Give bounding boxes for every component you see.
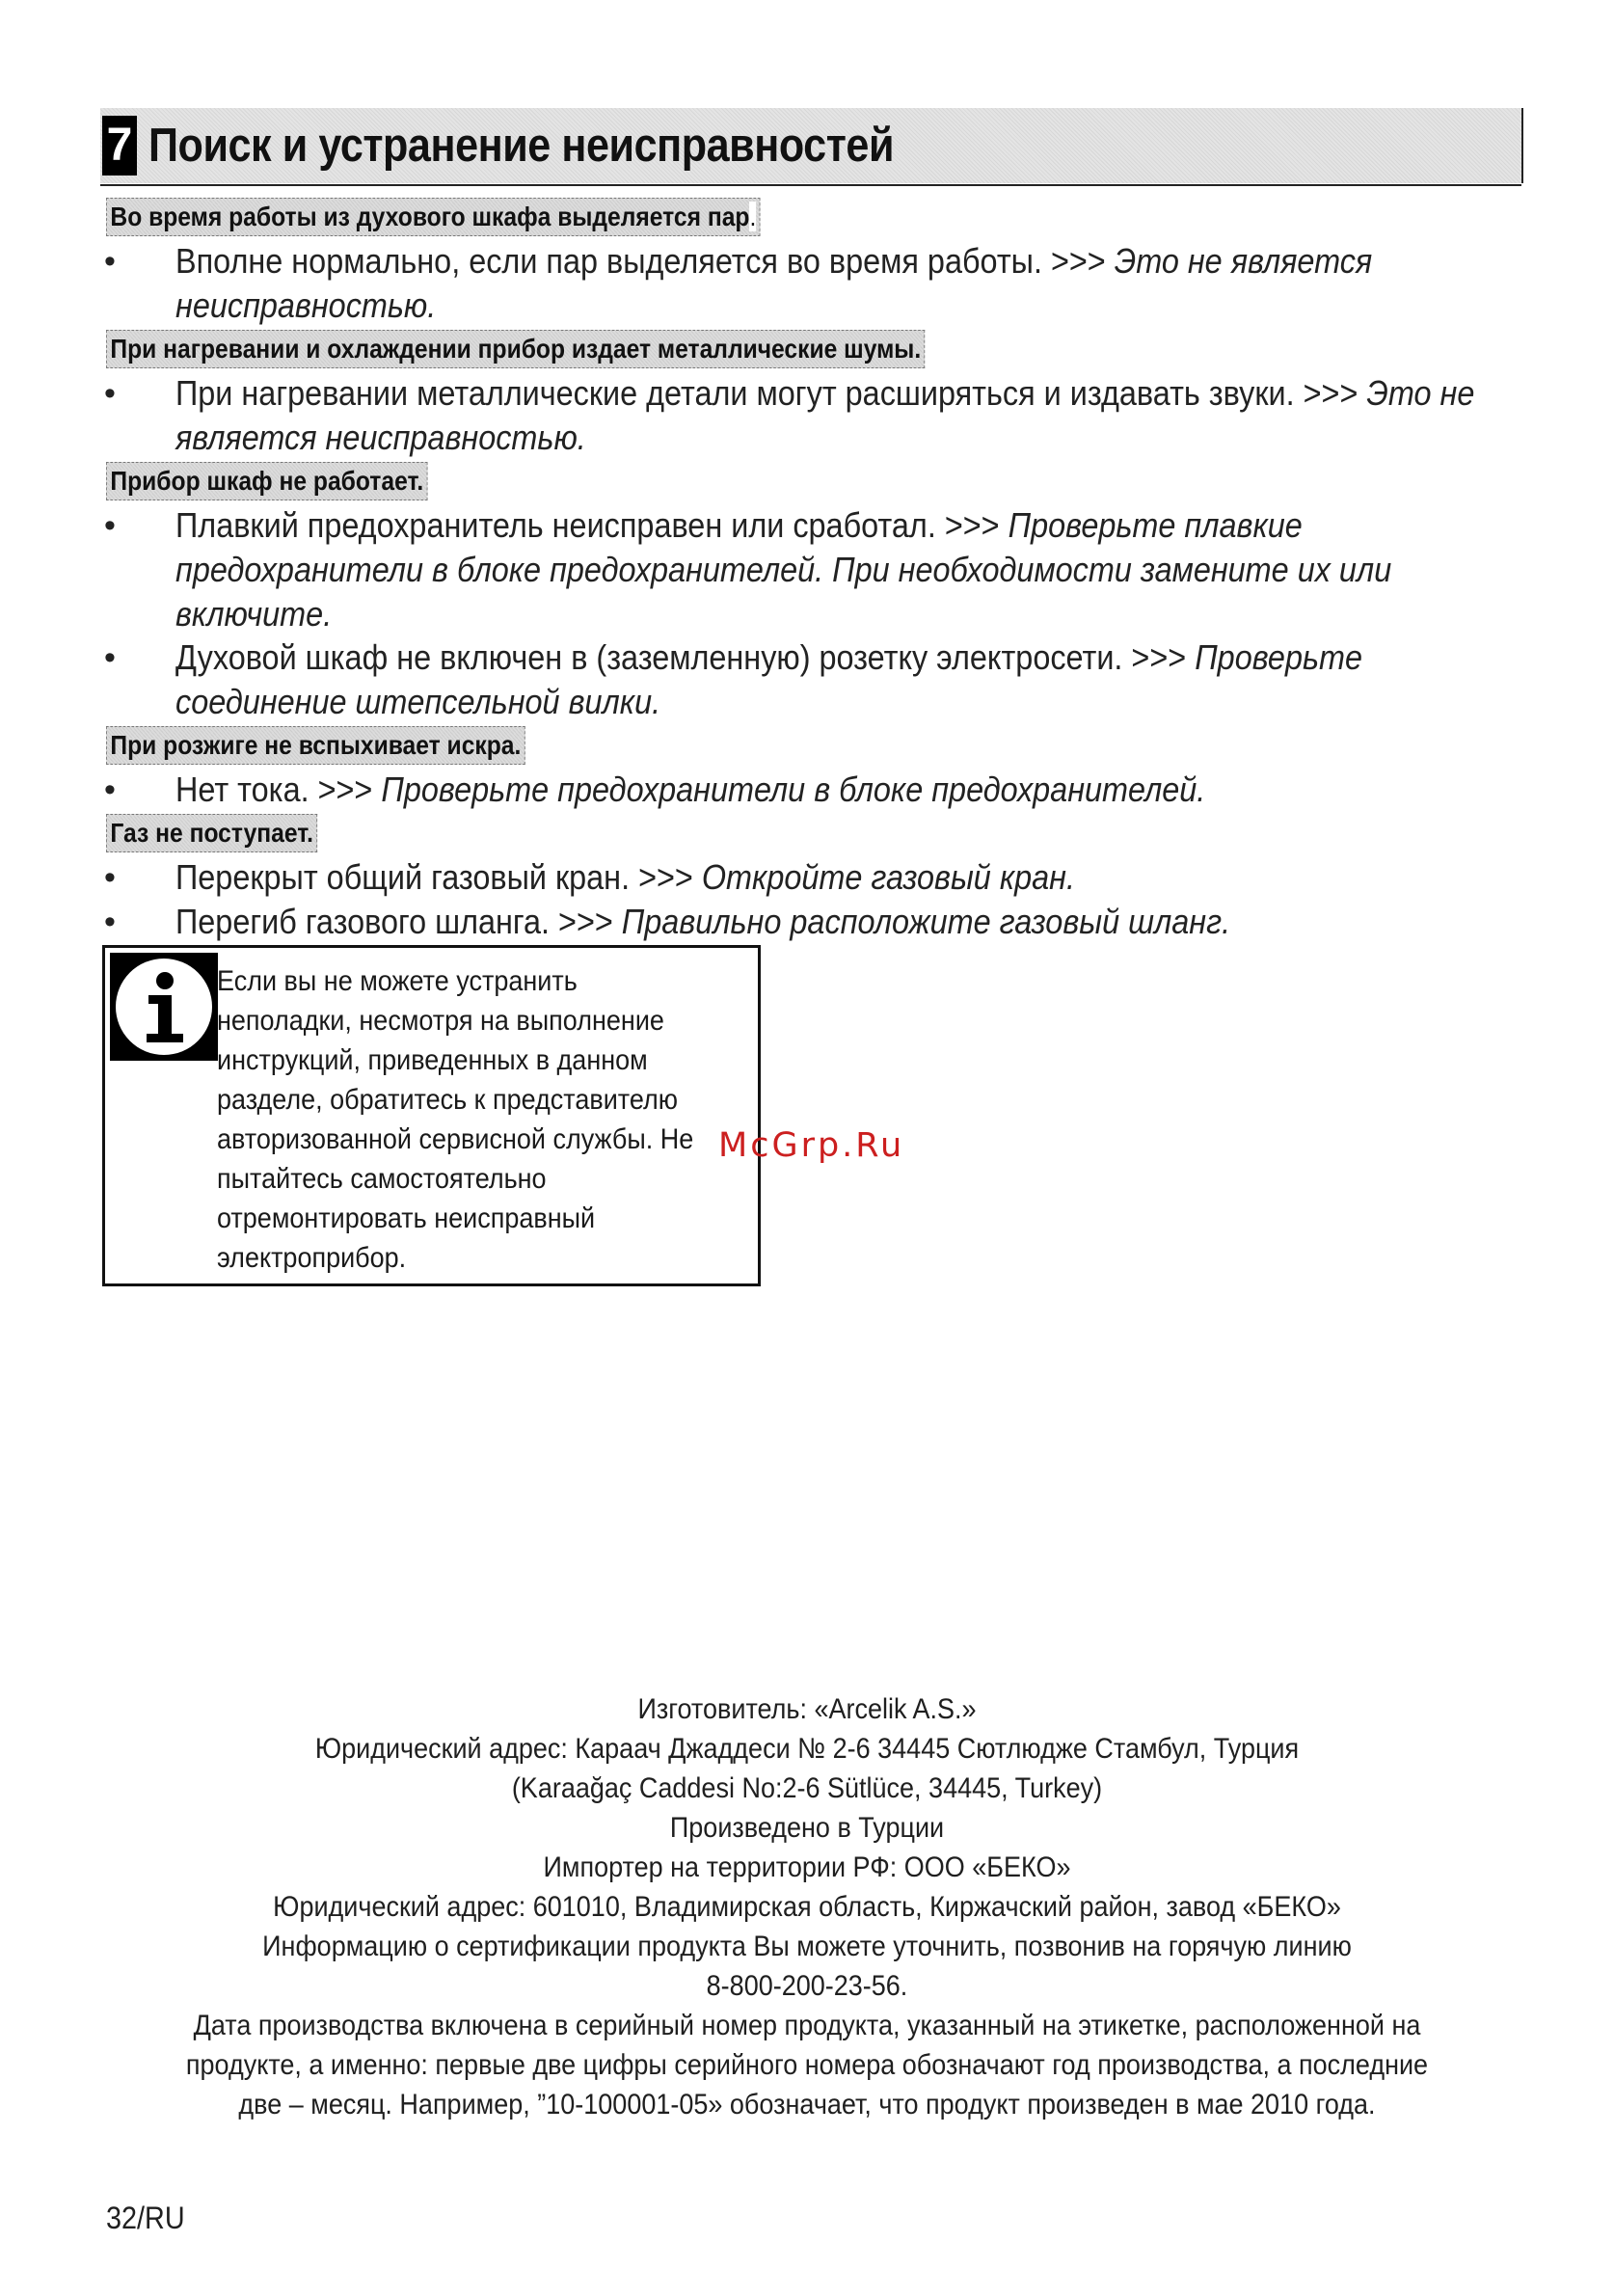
manufacturer-info: Изготовитель: «Arcelik A.S.» Юридический адрес: Караач Джаддеси № 2-6 34445 Сютлюдже Стамбул, Турция (Karaağaç Caddesi No:2-6 Sütlüce, 34445, Turkey) Произведено в Турции Импортер на территории РФ: ООО «БЕКО» Юридический адрес: 601010, Владимирская область, Киржачский район, завод «БЕКО» Информацию о сертификации продукта Вы можете уточнить, позвонив на горячую линию 8-800-200-23-56. Дата производства включена в серийный номер продукта, указанный на этикетке, расположенной на продукте, а именно: первые две цифры серийного номера обозначают год производства, а последние две – месяц. Например, ”10-100001-05» обозначает, что продукт произведен в мае 2010 года. bbox=[185, 1693, 1429, 2120]
problem-heading: При розжиге не вспыхивает искра. bbox=[106, 726, 525, 765]
list-item: Перекрыт общий газовый кран. >>> Откройте газовый кран. bbox=[175, 857, 1075, 897]
list-item: Перегиб газового шланга. >>> Правильно расположите газовый шланг. bbox=[175, 902, 1231, 941]
bullet: • bbox=[104, 771, 116, 808]
info-icon bbox=[110, 953, 218, 1061]
watermark: McGrp.Ru bbox=[718, 1126, 905, 1165]
page-number: 32/RU bbox=[106, 2201, 185, 2235]
info-box bbox=[102, 945, 761, 1286]
info-text: Если вы не можете устранить неполадки, несмотря на выполнение инструкций, приведенных в данном разделе, обратитесь к представителю авторизованной сервисной службы. Не пытайтесь самостоятельно отремонтировать неисправный электроприбор. bbox=[217, 965, 694, 1274]
section-number: 7 bbox=[102, 116, 137, 176]
bullet: • bbox=[104, 639, 116, 676]
problem-heading: При нагревании и охлаждении прибор издает металлические шумы. bbox=[106, 330, 926, 368]
list-item: Нет тока. >>> Проверьте предохранители в блоке предохранителей. bbox=[175, 770, 1206, 809]
list-item: Вполне нормально, если пар выделяется во время работы. >>> Это не является неисправностью. bbox=[175, 241, 1373, 325]
problem-heading: Во время работы из духового шкафа выделяется пар. bbox=[106, 198, 761, 236]
section-header bbox=[100, 108, 1523, 183]
bullet: • bbox=[104, 243, 116, 280]
problem-heading: Газ не поступает. bbox=[106, 814, 317, 852]
list-item: Духовой шкаф не включен в (заземленную) розетку электросети. >>> Проверьте соединение штепсельной вилки. bbox=[175, 637, 1363, 721]
bullet: • bbox=[104, 507, 116, 544]
bullet: • bbox=[104, 375, 116, 412]
problem-heading: Прибор шкаф не работает. bbox=[106, 462, 428, 500]
bullet: • bbox=[104, 904, 116, 940]
list-item: При нагревании металлические детали могут расширяться и издавать звуки. >>> Это не является неисправностью. bbox=[175, 373, 1475, 457]
bullet: • bbox=[104, 859, 116, 896]
list-item: Плавкий предохранитель неисправен или сработал. >>> Проверьте плавкие предохранители в блоке предохранителей. При необходимости замените их или включите. bbox=[175, 505, 1392, 634]
section-title: Поиск и устранение неисправностей bbox=[148, 120, 895, 172]
